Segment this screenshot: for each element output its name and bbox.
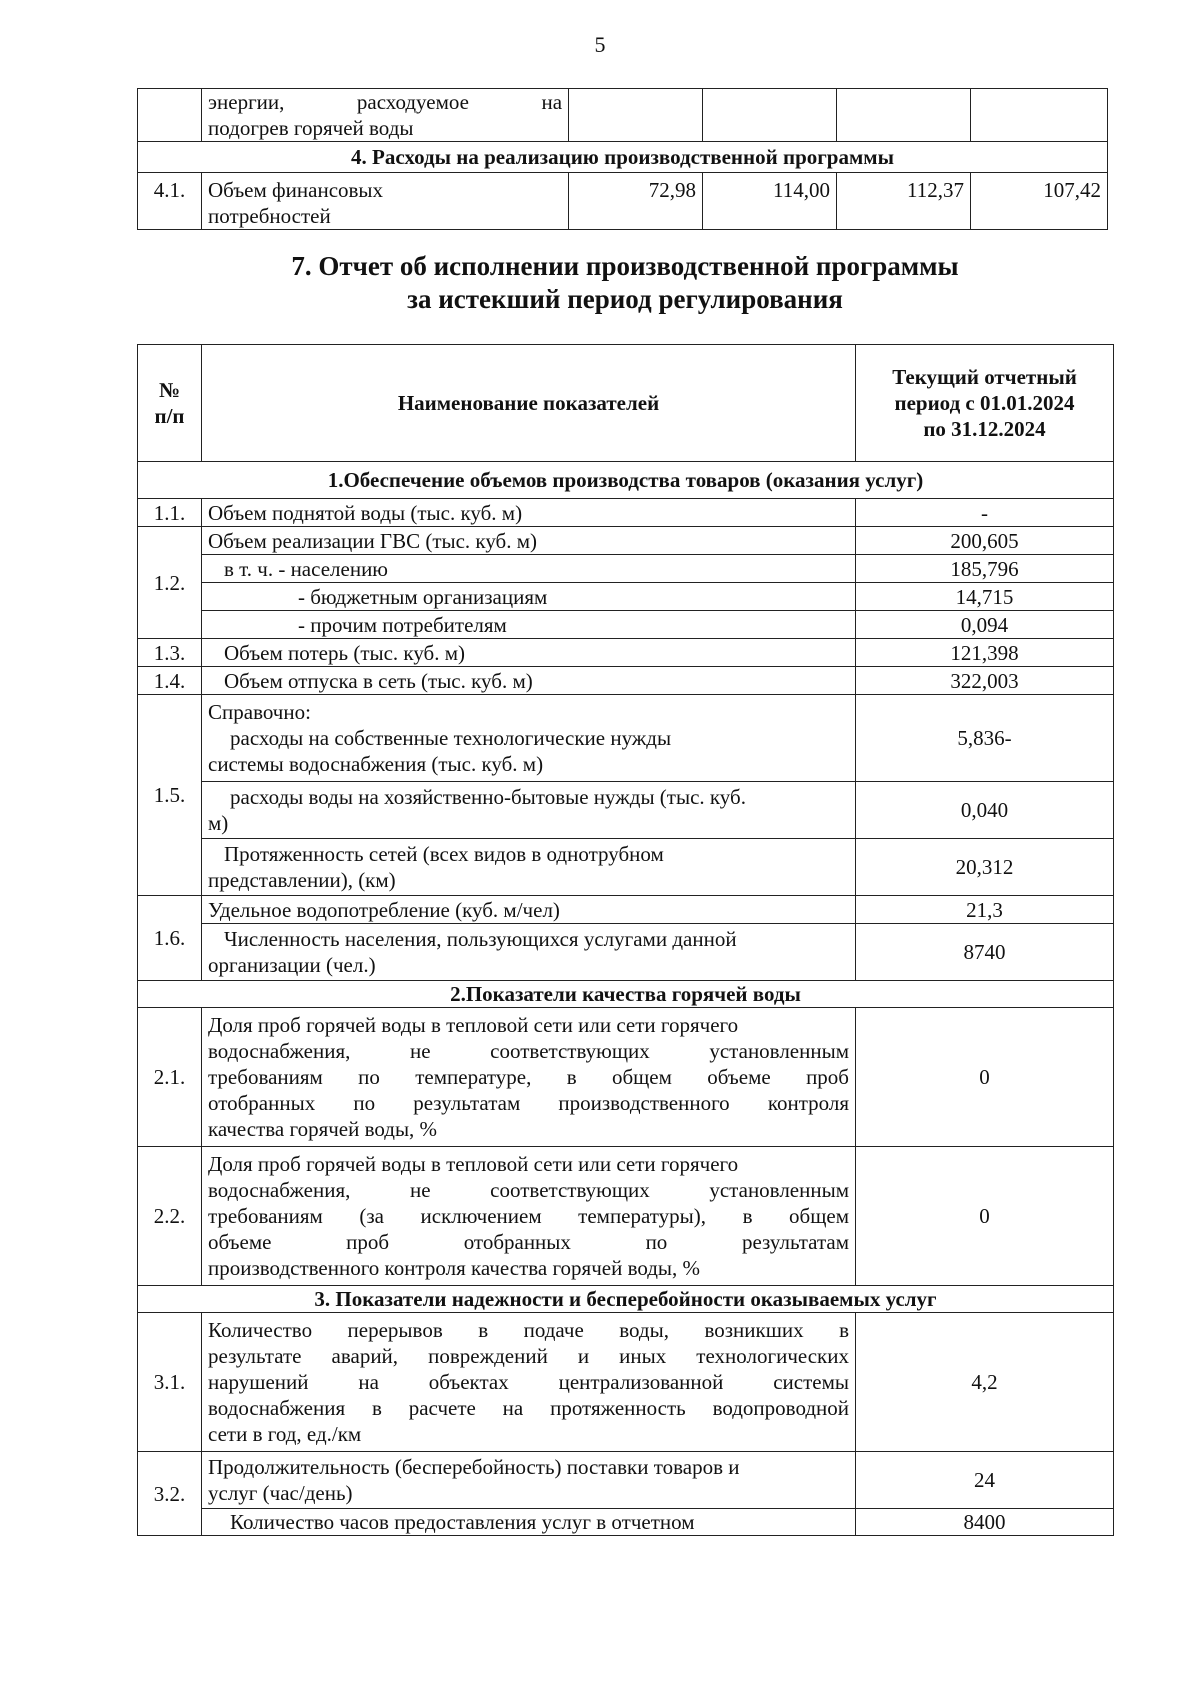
row-number: 1.3. [138,639,202,667]
table-row [138,173,1108,230]
value-cell: 0 [856,1008,1114,1147]
table-row [138,782,1114,839]
indicator-cell: Удельное водопотребление (куб. м/чел) [202,896,856,924]
value-cell: 5,836- [856,695,1114,782]
value-cell: 0,040 [856,782,1114,839]
section-3-title: 3. Показатели надежности и бесперебойности оказываемых услуг [138,1286,1114,1313]
table-row [138,555,1114,583]
table-row [138,839,1114,896]
section-1-title: 1.Обеспечение объемов производства товаров (оказания услуг) [138,462,1114,499]
indicator-cell [202,1147,856,1286]
indicator-line: Продолжительность (бесперебойность) поставки товаров и [208,1455,740,1479]
table-row [138,1147,1114,1286]
indicator-line: Протяженность сетей (всех видов в однотрубном [224,842,664,866]
row-number: 2.2. [138,1147,202,1286]
indicator-cell: Объем потерь (тыс. куб. м) [202,639,856,667]
value-cell [837,89,971,142]
indicator-cell: - прочим потребителям [202,611,856,639]
row-number: 1.4. [138,667,202,695]
word: на [541,90,563,114]
value-cell: 8400 [856,1509,1114,1536]
table-row [138,583,1114,611]
section-4-title: 4. Расходы на реализацию производственной программы [138,142,1108,173]
value-cell: 112,37 [837,173,971,230]
value-cell: 0 [856,1147,1114,1286]
indicator-cell: Объем реализации ГВС (тыс. куб. м) [202,527,856,555]
row-number: 4.1. [138,173,202,230]
indicator-line: водоснабжения, не соответствующих установленным [208,1178,849,1202]
indicator-line: Доля проб горячей воды в тепловой сети или сети горячего [208,1013,739,1037]
header-period [856,345,1114,462]
indicator-line: отобранных по результатам производственного контроля [208,1091,849,1115]
table-row [138,499,1114,527]
value-cell: 322,003 [856,667,1114,695]
indicator-line: сети в год, ед./км [208,1422,362,1446]
indicator-cell: Объем отпуска в сеть (тыс. куб. м) [202,667,856,695]
page-number: 5 [594,32,606,57]
section-row [138,142,1108,173]
row-number: 1.2. [138,527,202,639]
section-2-title: 2.Показатели качества горячей воды [138,981,1114,1008]
indicator-line: качества горячей воды, % [208,1117,438,1141]
indicator-line: водоснабжения, не соответствующих установленным [208,1039,849,1063]
indicator-cell: Объем поднятой воды (тыс. куб. м) [202,499,856,527]
header-number [138,345,202,462]
indicator-line: Доля проб горячей воды в тепловой сети или сети горячего [208,1152,739,1176]
header-row [138,345,1114,462]
value-cell: 72,98 [569,173,703,230]
row-number: 1.6. [138,896,202,981]
value-cell: 121,398 [856,639,1114,667]
section-row [138,1286,1114,1313]
indicator-cell [202,173,569,230]
indicator-cell: Количество часов предоставления услуг в отчетном [202,1509,856,1536]
value-cell: 107,42 [971,173,1108,230]
row-number: 3.1. [138,1313,202,1452]
report-heading [137,250,1113,316]
indicator-cell [202,1313,856,1452]
header-indicator: Наименование показателей [202,345,856,462]
table-row [138,611,1114,639]
value-cell [971,89,1108,142]
value-cell: 114,00 [703,173,837,230]
indicator-line: Справочно: [208,700,311,724]
indicator-line: системы водоснабжения (тыс. куб. м) [208,752,544,776]
header-line: № [158,378,181,402]
indicator-cell: в т. ч. - населению [202,555,856,583]
header-line: по 31.12.2024 [923,417,1046,441]
value-cell: 0,094 [856,611,1114,639]
table-row [138,667,1114,695]
indicator-cell: - бюджетным организациям [202,583,856,611]
indicator-line: Объем финансовых [208,178,384,202]
value-cell: 185,796 [856,555,1114,583]
heading-line: 7. Отчет об исполнении производственной программы [291,251,959,281]
value-cell: 4,2 [856,1313,1114,1452]
indicator-line: производственного контроля качества горячей воды, % [208,1256,701,1280]
header-line: п/п [154,404,185,428]
value-cell: 20,312 [856,839,1114,896]
table-row [138,1008,1114,1147]
row-number: 2.1. [138,1008,202,1147]
table-row [138,1509,1114,1536]
indicator-cell [202,1008,856,1147]
indicator-cell [202,782,856,839]
indicator-line: Количество перерывов в подаче воды, возникших в [208,1318,849,1342]
indicator-cell [202,89,569,142]
table-row [138,1313,1114,1452]
indicator-line: водоснабжения в расчете на протяженность водопроводной [208,1396,849,1420]
indicator-line: подогрев горячей воды [208,116,414,140]
indicator-cell [202,839,856,896]
row-number: 1.1. [138,499,202,527]
table-row [138,924,1114,981]
row-number: 1.5. [138,695,202,896]
table-row [138,1452,1114,1509]
header-line: период с 01.01.2024 [894,391,1075,415]
report-table [137,344,1114,1536]
table-row [138,639,1114,667]
word: расходуемое [356,90,469,114]
value-cell [569,89,703,142]
indicator-cell [202,924,856,981]
table-row [138,896,1114,924]
heading-line: за истекший период регулирования [407,284,843,314]
section-row [138,462,1114,499]
financial-needs-table [137,88,1108,230]
indicator-line: объеме проб отобранных по результатам [208,1230,849,1254]
table-row [138,89,1108,142]
section-row [138,981,1114,1008]
value-cell: 21,3 [856,896,1114,924]
indicator-line: м) [208,811,229,835]
indicator-line [208,89,562,115]
indicator-line: расходы на собственные технологические нужды [230,726,672,750]
indicator-line: требованиям по температуре, в общем объеме проб [208,1065,849,1089]
value-cell: 8740 [856,924,1114,981]
indicator-line: представлении), (км) [208,868,396,892]
indicator-line: организации (чел.) [208,953,376,977]
table-row [138,695,1114,782]
value-cell: 14,715 [856,583,1114,611]
value-cell: - [856,499,1114,527]
value-cell [703,89,837,142]
row-number-cell [138,89,202,142]
indicator-line: нарушений на объектах централизованной системы [208,1370,849,1394]
indicator-line: Численность населения, пользующихся услугами данной [224,927,737,951]
indicator-cell [202,695,856,782]
indicator-cell [202,1452,856,1509]
row-number: 3.2. [138,1452,202,1536]
indicator-line: расходы воды на хозяйственно-бытовые нужды (тыс. куб. [230,785,746,809]
table-row [138,527,1114,555]
value-cell: 24 [856,1452,1114,1509]
word: энергии, [208,90,285,114]
indicator-line: результате аварий, повреждений и иных технологических [208,1344,849,1368]
indicator-line: услуг (час/день) [208,1481,353,1505]
value-cell: 200,605 [856,527,1114,555]
indicator-line: требованиям (за исключением температуры), в общем [208,1204,849,1228]
header-line: Текущий отчетный [892,365,1077,389]
indicator-line: потребностей [208,204,331,228]
